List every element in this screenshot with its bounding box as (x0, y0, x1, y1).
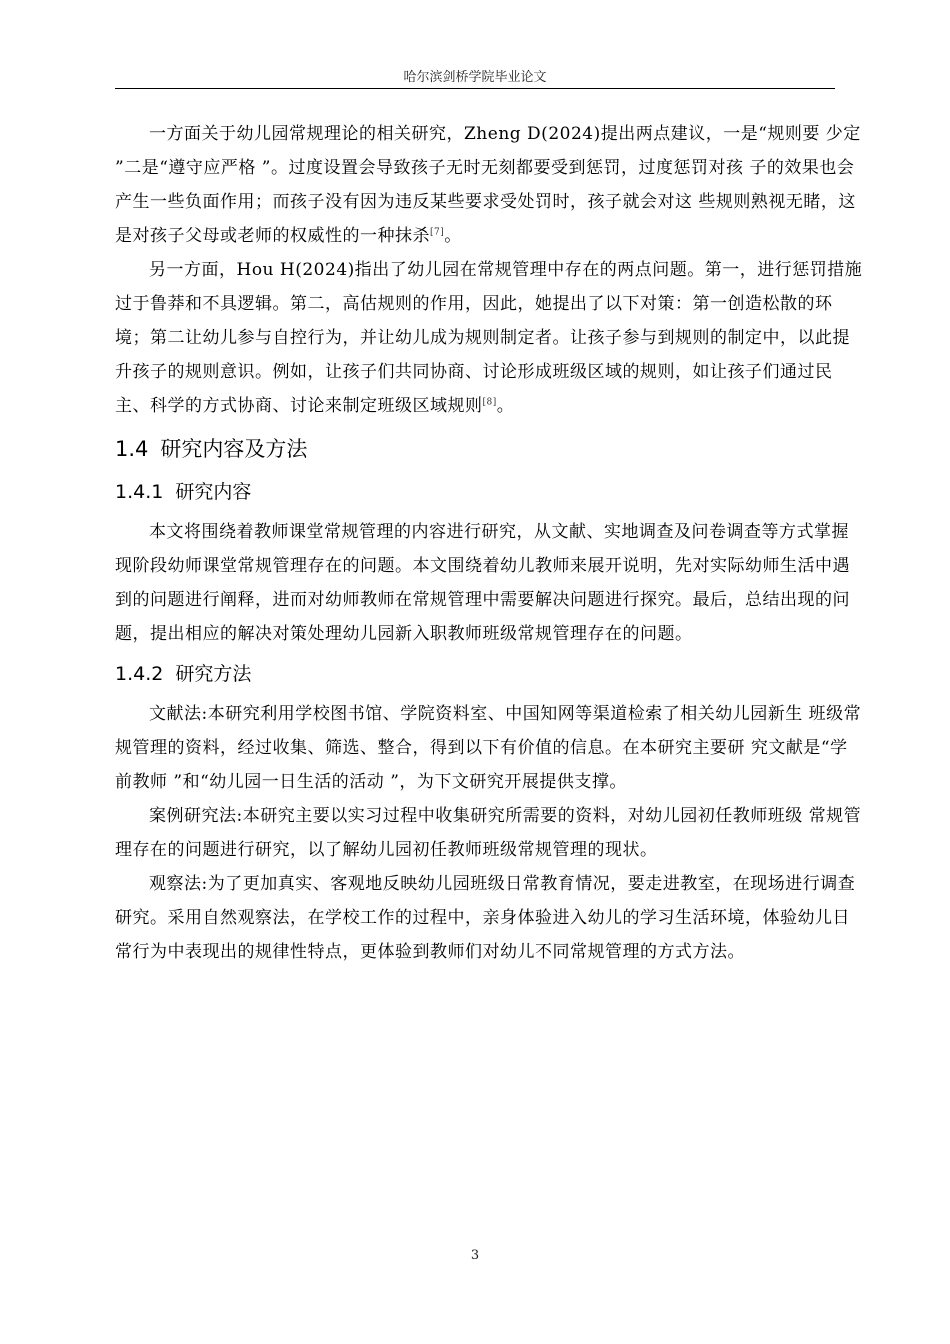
section-heading-1-4 (115, 429, 863, 469)
section-number: 1.4 (115, 437, 149, 461)
subsection-heading-1-4-1 (115, 473, 863, 511)
citation-ref[interactable]: [8] (482, 397, 497, 408)
paragraph-case-study-method: 案例研究法:本研究主要以实习过程中收集研究所需要的资料，对幼儿园初任教师班级 常规管理存在的问题进行研究，以了解幼儿园初任教师班级常规管理的现状。 (115, 806, 862, 860)
paragraph-end: 。 (444, 226, 462, 246)
paragraph-observation-method: 观察法:为了更加真实、客观地反映幼儿园班级日常教育情况，要走进教室，在现场进行调查研究。采用自然观察法，在学校工作的过程中，亲身体验进入幼儿的学习生活环境，体验幼儿日常行为中表现出的规律性特点，更体验到教师们对幼儿不同常规管理的方式方法。 (115, 874, 856, 962)
citation-ref[interactable]: [7] (430, 227, 445, 238)
section-title: 研究方法 (175, 663, 252, 685)
page-number: 3 (470, 1248, 480, 1263)
page-body (115, 117, 863, 969)
section-number: 1.4.1 (115, 481, 164, 503)
running-header: 哈尔滨剑桥学院毕业论文 (403, 70, 547, 85)
paragraph-research-content: 本文将围绕着教师课堂常规管理的内容进行研究，从文献、实地调查及问卷调查等方式掌握现阶段幼师课堂常规管理存在的问题。本文围绕着幼儿教师来展开说明，先对实际幼师生活中遇到的问题进行阐释，进而对幼师教师在常规管理中需要解决问题进行探究。最后，总结出现的问题，提出相应的解决对策处理幼儿园新入职教师班级常规管理存在的问题。 (115, 522, 850, 644)
section-title: 研究内容 (175, 481, 252, 503)
paragraph-text: 一方面关于幼儿园常规理论的相关研究，Zheng D(2024)提出两点建议，一是“规则要 少定 ”二是“遵守应严格 ”。过度设置会导致孩子无时无刻都要受到惩罚，过度惩罚对孩 子的效果也会产生一些负面作用；而孩子没有因为违反某些要求受处罚时，孩子就会对这 些规则熟视无睹，这是对孩子父母或老师的权威性的一种抹杀 (115, 124, 861, 246)
paragraph-text: 另一方面，Hou H(2024)指出了幼儿园在常规管理中存在的两点问题。第一，进行惩罚措施过于鲁莽和不具逻辑。第二，高估规则的作用，因此，她提出了以下对策：第一创造松散的环境；第二让幼儿参与自控行为，并让幼儿成为规则制定者。让孩子参与到规则的制定中，以此提升孩子的规则意识。例如，让孩子们共同协商、讨论形成班级区域的规则，如让孩子们通过民主、科学的方式协商、讨论来制定班级区域规则 (115, 260, 863, 416)
paragraph-literature-method: 文献法:本研究利用学校图书馆、学院资料室、中国知网等渠道检索了相关幼儿园新生 班级常规管理的资料，经过收集、筛选、整合，得到以下有价值的信息。在本研究主要研 究文献是“学前教师 ”和“幼儿园一日生活的活动 ”，为下文研究开展提供支撑。 (115, 704, 862, 792)
header-rule (115, 88, 835, 89)
section-title: 研究内容及方法 (160, 437, 308, 461)
paragraph-end: 。 (496, 396, 515, 416)
subsection-heading-1-4-2 (115, 655, 863, 693)
section-number: 1.4.2 (115, 663, 164, 685)
paragraph-related-research-2 (115, 253, 863, 423)
paragraph-related-research-1 (115, 117, 863, 253)
